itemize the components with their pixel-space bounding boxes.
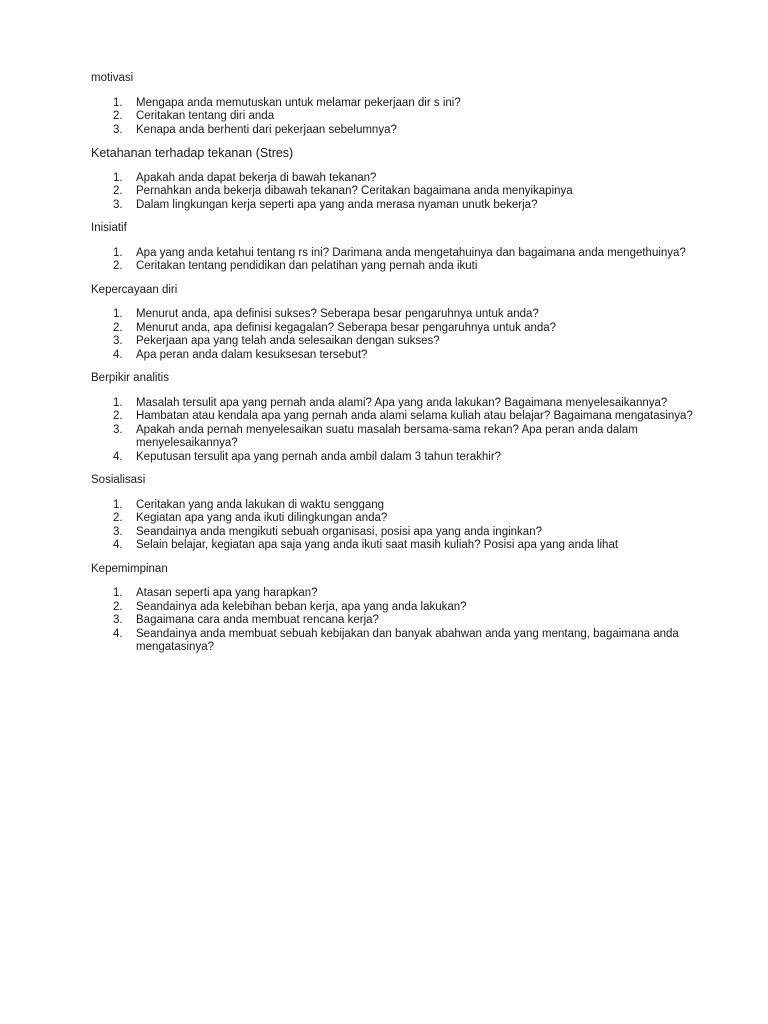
list-item: [91, 322, 706, 336]
list-item: [91, 499, 706, 513]
item-number: 3.: [113, 123, 123, 136]
section-kepercayaan-diri: [91, 284, 768, 363]
list-item: [91, 97, 706, 111]
item-number: 2.: [113, 512, 123, 524]
item-text: Keputusan tersulit apa yang pernah anda ambil dalam 3 tahun terakhir?: [136, 450, 502, 463]
item-number: 1.: [113, 587, 123, 599]
item-number: 1.: [113, 171, 123, 184]
section-motivasi: [91, 72, 768, 137]
section-title: Berpikir analitis: [91, 372, 169, 384]
section-title: motivasi: [91, 72, 134, 84]
list-item: [91, 260, 706, 274]
list-item: [91, 526, 706, 540]
section-title: Sosialisasi: [91, 474, 146, 486]
item-number: 2.: [113, 410, 123, 422]
item-text: Kenapa anda berhenti dari pekerjaan sebelumnya?: [136, 123, 397, 136]
section-title: Inisiatif: [91, 222, 127, 234]
list-item: [91, 601, 706, 615]
item-text: Apakah anda pernah menyelesaikan suatu masalah bersama-sama rekan? Apa peran anda dalam menyelesaikannya?: [136, 423, 638, 449]
list-item: [91, 110, 706, 124]
item-text: Seandainya anda mengikuti sebuah organisasi, posisi apa yang anda inginkan?: [136, 525, 542, 538]
item-number: 4.: [113, 450, 123, 463]
list-item: [91, 512, 706, 526]
item-text: Menurut anda, apa definisi sukses? Seberapa besar pengaruhnya untuk anda?: [136, 308, 539, 320]
item-number: 2.: [113, 260, 123, 272]
list-item: [91, 349, 706, 363]
item-number: 3.: [113, 335, 123, 347]
list-item: [91, 451, 706, 465]
item-number: 2.: [113, 600, 123, 613]
item-number: 1.: [113, 498, 123, 511]
item-text: Seandainya ada kelebihan beban kerja, apa yang anda lakukan?: [136, 600, 467, 613]
item-number: 4.: [113, 627, 123, 640]
item-text: Apa peran anda dalam kesuksesan tersebut?: [136, 348, 368, 361]
list-item: [91, 308, 706, 322]
item-text: Masalah tersulit apa yang pernah anda alami? Apa yang anda lakukan? Bagaimana menyelesaikannya?: [136, 396, 668, 409]
list-item: [91, 424, 706, 451]
item-text: Selain belajar, kegiatan apa saja yang anda ikuti saat masih kuliah? Posisi apa yang anda lihat: [136, 539, 619, 551]
section-ketahanan: [91, 147, 768, 212]
question-list: [91, 172, 768, 213]
item-text: Atasan seperti apa yang harapkan?: [136, 587, 318, 599]
item-text: Kegiatan apa yang anda ikuti dilingkungan anda?: [136, 512, 388, 524]
item-number: 1.: [113, 246, 123, 259]
list-item: [91, 614, 706, 628]
item-number: 4.: [113, 348, 123, 361]
item-text: Ceritakan yang anda lakukan di waktu senggang: [136, 498, 385, 511]
item-number: 1.: [113, 96, 123, 109]
item-text: Bagaimana cara anda membuat rencana kerja?: [136, 614, 379, 626]
list-item: [91, 199, 706, 213]
item-number: 2.: [113, 185, 123, 197]
item-text: Seandainya anda membuat sebuah kebijakan dan banyak abahwan anda yang mentang, bagaimana anda mengatasinya?: [136, 627, 679, 653]
list-item: [91, 628, 706, 655]
item-number: 2.: [113, 321, 123, 334]
item-text: Pernahkan anda bekerja dibawah tekanan? Ceritakan bagaimana anda menyikapinya: [136, 185, 573, 197]
item-number: 3.: [113, 614, 123, 626]
section-title: Kepemimpinan: [91, 562, 168, 575]
question-list: [91, 499, 768, 553]
section-sosialisasi: [91, 474, 768, 553]
item-text: Apakah anda dapat bekerja di bawah tekanan?: [136, 171, 377, 184]
item-number: 2.: [113, 110, 123, 122]
list-item: [91, 539, 706, 553]
list-item: [91, 587, 706, 601]
item-number: 1.: [113, 396, 123, 409]
item-text: Menurut anda, apa definisi kegagalan? Seberapa besar pengaruhnya untuk anda?: [136, 321, 557, 334]
list-item: [91, 335, 706, 349]
question-list: [91, 308, 768, 362]
section-kepemimpinan: [91, 563, 768, 655]
list-item: [91, 247, 706, 261]
list-item: [91, 124, 706, 138]
list-item: [91, 397, 706, 411]
item-text: Ceritakan tentang pendidikan dan pelatihan yang pernah anda ikuti: [136, 260, 478, 272]
section-inisiatif: [91, 222, 768, 274]
item-number: 3.: [113, 525, 123, 538]
list-item: [91, 185, 706, 199]
question-list: [91, 97, 768, 138]
item-text: Apa yang anda ketahui tentang rs ini? Darimana anda mengetahuinya dan bagaimana anda mengethuinya?: [136, 246, 686, 259]
item-text: Hambatan atau kendala apa yang pernah anda alami selama kuliah atau belajar? Bagaimana mengatasinya?: [136, 410, 693, 422]
item-number: 1.: [113, 308, 123, 320]
section-berpikir-analitis: [91, 372, 768, 464]
item-text: Ceritakan tentang diri anda: [136, 110, 275, 122]
item-text: Pekerjaan apa yang telah anda selesaikan dengan sukses?: [136, 335, 440, 347]
list-item: [91, 410, 706, 424]
item-text: Dalam lingkungan kerja seperti apa yang anda merasa nyaman unutk bekerja?: [136, 198, 538, 211]
question-list: [91, 247, 768, 274]
section-title: Ketahanan terhadap tekanan (Stres): [91, 146, 294, 160]
item-number: 3.: [113, 198, 123, 211]
question-list: [91, 587, 768, 655]
question-list: [91, 397, 768, 465]
list-item: [91, 172, 706, 186]
item-text: Mengapa anda memutuskan untuk melamar pekerjaan dir s ini?: [136, 96, 461, 109]
item-number: 3.: [113, 423, 123, 436]
item-number: 4.: [113, 539, 123, 551]
section-title: Kepercayaan diri: [91, 283, 178, 296]
